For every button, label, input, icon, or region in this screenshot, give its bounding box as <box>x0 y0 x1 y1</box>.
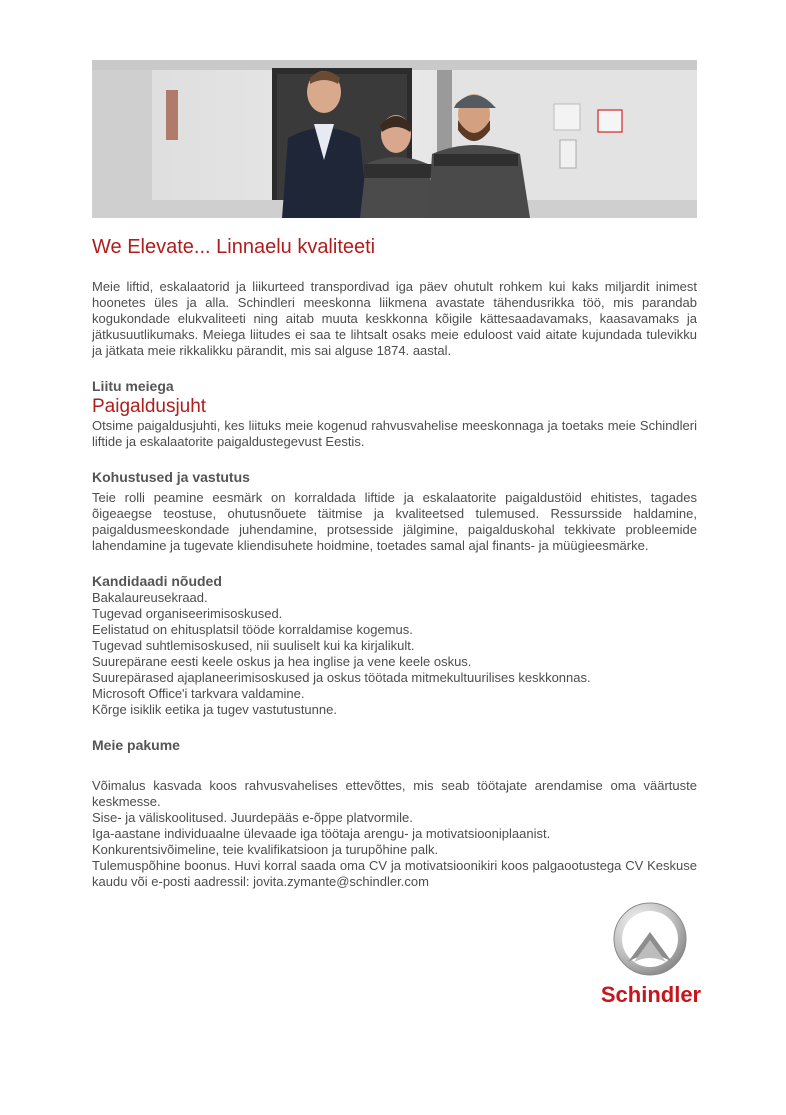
list-item: Tugevad suhtlemisoskused, nii suuliselt kui ka kirjalikult. <box>92 638 415 653</box>
list-item: Tugevad organiseerimisoskused. <box>92 606 283 621</box>
list-item: Suurepärane eesti keele oskus ja hea inglise ja vene keele oskus. <box>92 654 472 669</box>
logo-wordmark: Schindler <box>600 982 702 1007</box>
offer-heading: Meie pakume <box>92 737 180 753</box>
duties-paragraph: Teie rolli peamine eesmärk on korraldada liftide ja eskalaatorite paigaldustöid ehitistes, tagades õigeaegse teostuse, ohutusnõuete täitmise ja kvaliteetsed tulemused. Ressursside haldamine, paigaldusmeeskondade juhendamine, protsesside jälgimine, paigalduskohal tekkivate probleemide lahendamine ja tugevate kliendisuhete hoidmine, toetades samal ajal finants- ja müügieesmärke. <box>92 490 697 553</box>
job-title: Paigaldusjuht <box>92 396 207 417</box>
intro-paragraph: Meie liftid, eskalaatorid ja liikurteed transpordivad iga päev ohutult rohkem kui kaks miljardit inimest hoonetes üles ja alla. Schindleri meeskonna liikmena avastate tähendusrikka töö, mis parandab kogukondade elukvaliteeti ning aitab muuta keskkonna kõigile kättesaadavamaks, kaasavamaks ja jätkusuutlikumaks. Meiega liitudes ei saa te lihtsalt osaks meie eduloost vaid aitate kujundada tulevikku ja jätkata meie rikkalikku pärandit, mis sai alguse 1874. aastal. <box>92 279 697 358</box>
list-item: Iga-aastane individuaalne ülevaade iga töötaja arengu- ja motivatsiooniplaanist. <box>92 826 551 841</box>
join-heading: Liitu meiega <box>92 378 174 394</box>
list-item: Suurepärased ajaplaneerimisoskused ja oskus töötada mitmekultuurilises keskkonnas. <box>92 670 591 685</box>
list-item: Konkurentsivõimeline, teie kvalifikatsioon ja turupõhine palk. <box>92 842 439 857</box>
requirements-list <box>92 590 697 718</box>
list-item: Kõrge isiklik eetika ja tugev vastutustunne. <box>92 702 337 717</box>
requirements-heading: Kandidaadi nõuded <box>92 573 222 589</box>
list-item: Võimalus kasvada koos rahvusvahelises ettevõttes, mis seab töötajate arendamise oma väärtuste keskmesse. <box>92 778 697 809</box>
list-item: Sise- ja väliskoolitused. Juurdepääs e-õppe platvormile. <box>92 810 413 825</box>
list-item: Tulemuspõhine boonus. Huvi korral saada oma CV ja motivatsioonikiri koos palgaootustega CV Keskuse kaudu või e-posti aadressil: jovita.zymante@schindler.com <box>92 858 697 889</box>
schindler-logo <box>590 900 712 1010</box>
hero-image <box>92 60 697 218</box>
list-item: Eelistatud on ehitusplatsil tööde korraldamise kogemus. <box>92 622 413 637</box>
list-item: Microsoft Office'i tarkvara valdamine. <box>92 686 305 701</box>
offer-list <box>92 778 697 890</box>
page-title: We Elevate... Linnaelu kvaliteeti <box>92 236 376 258</box>
document-body <box>92 232 697 890</box>
join-paragraph: Otsime paigaldusjuhti, kes liituks meie kogenud rahvusvahelise meeskonnaga ja toetaks meie Schindleri liftide ja eskalaatorite paigaldustegevust Eestis. <box>92 418 697 449</box>
list-item: Bakalaureusekraad. <box>92 590 208 605</box>
duties-heading: Kohustused ja vastutus <box>92 469 250 485</box>
